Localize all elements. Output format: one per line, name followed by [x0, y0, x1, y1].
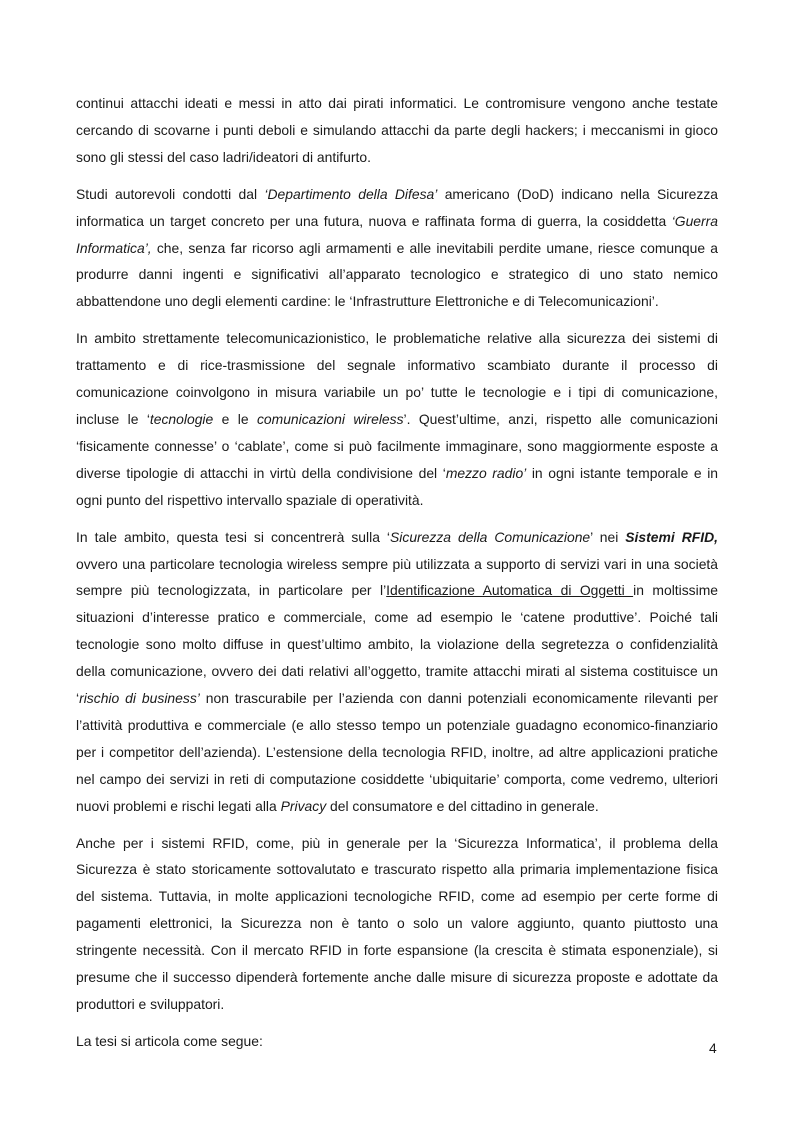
text-segment: ’ nei	[590, 528, 626, 545]
text-segment: americano (DoD) indicano nella Sicurezza informatica un target concreto per una futura, nuova e raffinata forma di guerra, la cosiddetta	[76, 185, 719, 229]
text-segment: Identificazione Automatica di Oggetti	[386, 582, 634, 599]
text-segment: ’. Quest’ultime, anzi, rispetto alle comunicazioni ‘fisicamente connesse’ o ‘cablate’, come si può facilmente immaginare, sono maggiormente esposte a diverse tipologie di attacchi in virtù della condivisione del ‘	[76, 410, 718, 481]
text-segment: continui attacchi ideati e messi in atto dai pirati informatici. Le contromisure vengono anche testate cercando di scovarne i punti deboli e simulando attacchi da parte degli hackers; i meccanismi in gioco sono gli stessi del caso ladri/ideatori di antifurto.	[76, 95, 718, 165]
text-segment: rischio di business’	[79, 690, 200, 707]
paragraph	[76, 830, 718, 1018]
text-segment: comunicazioni wireless	[256, 410, 404, 427]
text-segment: ovvero una particolare tecnologia wireless sempre più utilizzata a supporto di servizi vari in una società sempre più tecnologizzata, in particolare per l’	[76, 555, 718, 599]
text-segment: ‘Departimento della Difesa’	[264, 185, 438, 202]
text-segment: che, senza far ricorso agli armamenti e alle inevitabili perdite umane, riesce comunque a produrre danni ingenti e significativi all’apparato tecnologico e strategico di uno stato nemico abbattendone uno degli elementi cardine: le ‘Infrastrutture Elettroniche e di Telecomunicazioni’.	[76, 239, 718, 310]
paragraph	[76, 524, 718, 820]
paragraph	[76, 325, 718, 513]
text-segment: ‘Guerra Informatica’,	[76, 212, 718, 256]
paragraph	[76, 1028, 718, 1055]
text-segment: in moltissime situazioni d’interesse pratico e commerciale, come ad esempio le ‘catene produttive’. Poiché tali tecnologie sono molto diffuse in quest’ultimo ambito, la violazione della segretezza o confidenzialità della comunicazione, ovvero dei dati relativi all’oggetto, tramite attacchi mirati al sistema costituisce un ‘	[76, 582, 718, 707]
document-body	[76, 90, 718, 1065]
paragraph	[76, 181, 718, 316]
text-segment: tecnologie	[149, 410, 214, 427]
text-segment: Sistemi RFID,	[625, 528, 718, 545]
text-segment: Anche per i sistemi RFID, come, più in generale per la ‘Sicurezza Informatica’, il problema della Sicurezza è stato storicamente sottovalutato e trascurato rispetto alla primaria implementazione fisica del sistema. Tuttavia, in molte applicazioni tecnologiche RFID, come ad esempio per certe forme di pagamenti elettronici, la Sicurezza non è tanto o solo un valore aggiunto, quanto piuttosto una stringente necessità. Con il mercato RFID in forte espansione (la crescita è stimata esponenziale), si presume che il successo dipenderà fortemente anche dalle misure di sicurezza proposte e adottate da produttori e sviluppatori.	[76, 834, 718, 1012]
text-segment: La tesi si articola come segue:	[76, 1032, 263, 1049]
text-segment: non trascurabile per l’azienda con danni potenziali economicamente rilevanti per l’attività produttiva e commerciale (e allo stesso tempo un potenziale guadagno economico-finanziario per i competitor dell’azienda). L’estensione della tecnologia RFID, inoltre, ad altre applicazioni pratiche nel campo dei servizi in reti di computazione cosiddette ‘ubiquitarie’ comporta, come vedremo, ulteriori nuovi problemi e rischi legati alla	[76, 690, 718, 814]
text-segment: In tale ambito, questa tesi si concentrerà sulla ‘	[76, 528, 391, 545]
text-segment: Studi autorevoli condotti dal	[76, 185, 265, 202]
paragraph	[76, 90, 718, 171]
text-segment: Sicurezza della Comunicazione	[390, 528, 591, 545]
text-segment: mezzo radio’	[445, 464, 527, 481]
text-segment: In ambito strettamente telecomunicazionistico, le problematiche relative alla sicurezza dei sistemi di trattamento e di rice-trasmissione del segnale informativo scambiato durante il processo di comunicazione coinvolgono in misura variabile un po’ tutte le tecnologie e i tipi di comunicazione, incluse le ‘	[76, 330, 718, 427]
text-segment: del consumatore e del cittadino in generale.	[326, 797, 599, 814]
text-segment: e le	[213, 410, 257, 427]
text-segment: Privacy	[280, 797, 327, 814]
text-segment: in ogni istante temporale e in ogni punto del rispettivo intervallo spaziale di operatività.	[76, 464, 719, 508]
page-number: 4	[709, 1040, 717, 1056]
